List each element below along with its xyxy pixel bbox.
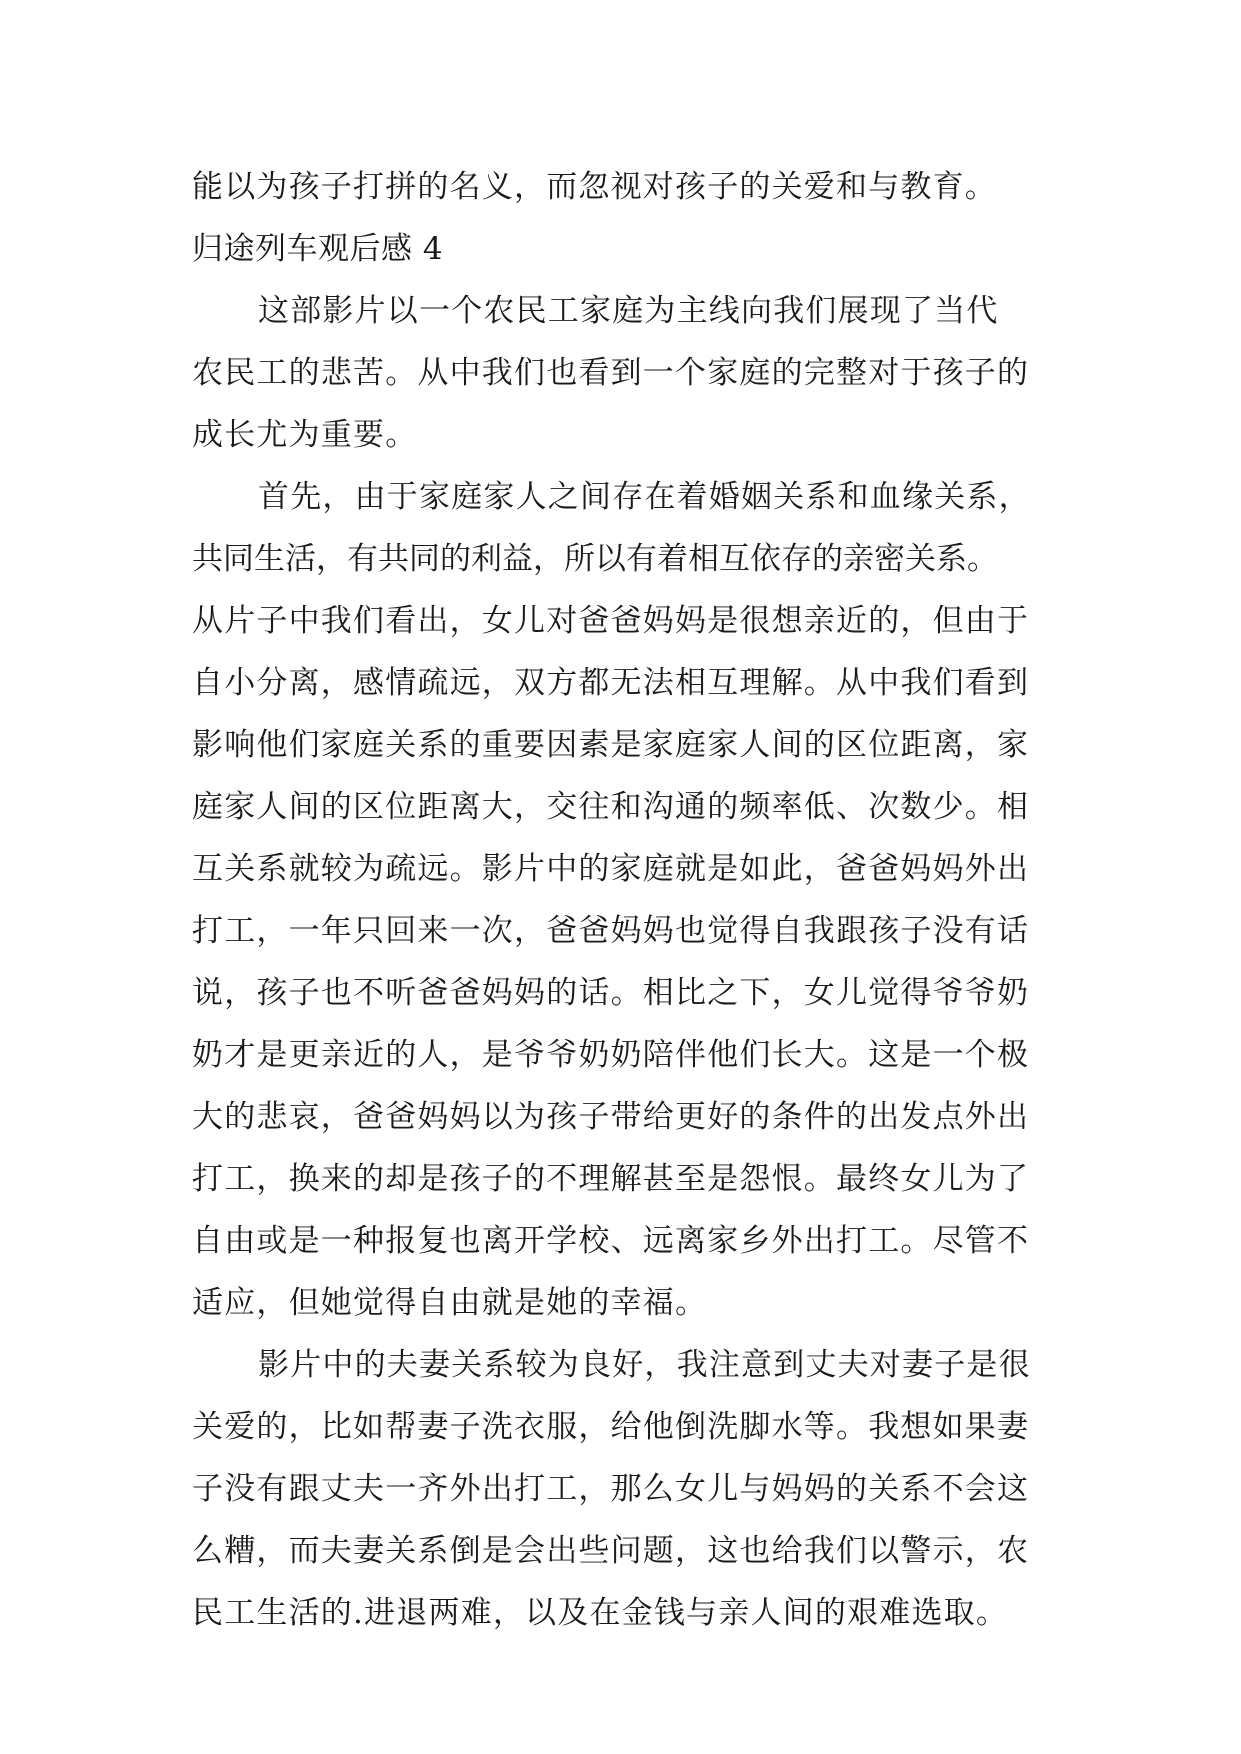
- paragraph-line: 共同生活，有共同的利益，所以有着相互依存的亲密关系。: [192, 541, 998, 577]
- paragraph-line: 影响他们家庭关系的重要因素是家庭家人间的区位距离，家: [192, 727, 1030, 763]
- paragraph-line: 么糟，而夫妻关系倒是会出些问题，这也给我们以警示，农: [192, 1533, 1030, 1569]
- paragraph-line: 关爱的，比如帮妻子洗衣服，给他倒洗脚水等。我想如果妻: [192, 1409, 1030, 1445]
- paragraph-line: 互关系就较为疏远。影片中的家庭就是如此，爸爸妈妈外出: [192, 851, 1030, 887]
- paragraph-line: 成长尤为重要。: [192, 417, 418, 453]
- paragraph-line: 首先，由于家庭家人之间存在着婚姻关系和血缘关系，: [258, 479, 1031, 515]
- paragraph-line: 打工，一年只回来一次，爸爸妈妈也觉得自我跟孩子没有话: [192, 913, 1030, 949]
- paragraph-line: 这部影片以一个农民工家庭为主线向我们展现了当代: [258, 293, 999, 329]
- paragraph-line: 民工生活的.进退两难，以及在金钱与亲人间的艰难选取。: [192, 1595, 1009, 1631]
- paragraph-line: 奶才是更亲近的人，是爷爷奶奶陪伴他们长大。这是一个极: [192, 1037, 1030, 1073]
- paragraph-line: 子没有跟丈夫一齐外出打工，那么女儿与妈妈的关系不会这: [192, 1471, 1030, 1507]
- paragraph-line: 影片中的夫妻关系较为良好，我注意到丈夫对妻子是很: [258, 1347, 1031, 1383]
- document-body: [192, 156, 1052, 1644]
- paragraph-line: 说，孩子也不听爸爸妈妈的话。相比之下，女儿觉得爷爷奶: [192, 975, 1030, 1011]
- paragraph-line: 自小分离，感情疏远，双方都无法相互理解。从中我们看到: [192, 665, 1030, 701]
- paragraph-line: 打工，换来的却是孩子的不理解甚至是怨恨。最终女儿为了: [192, 1161, 1030, 1197]
- section-heading: 归途列车观后感 4: [192, 231, 444, 267]
- paragraph-line: 适应，但她觉得自由就是她的幸福。: [192, 1285, 708, 1321]
- paragraph-line: 农民工的悲苦。从中我们也看到一个家庭的完整对于孩子的: [192, 355, 1030, 391]
- paragraph-line: 自由或是一种报复也离开学校、远离家乡外出打工。尽管不: [192, 1223, 1030, 1259]
- paragraph-line: 从片子中我们看出，女儿对爸爸妈妈是很想亲近的，但由于: [192, 603, 1030, 639]
- paragraph-line: 庭家人间的区位距离大，交往和沟通的频率低、次数少。相: [192, 789, 1030, 825]
- paragraph-line: 大的悲哀，爸爸妈妈以为孩子带给更好的条件的出发点外出: [192, 1099, 1030, 1135]
- paragraph-line: 能以为孩子打拼的名义，而忽视对孩子的关爱和与教育。: [192, 169, 997, 205]
